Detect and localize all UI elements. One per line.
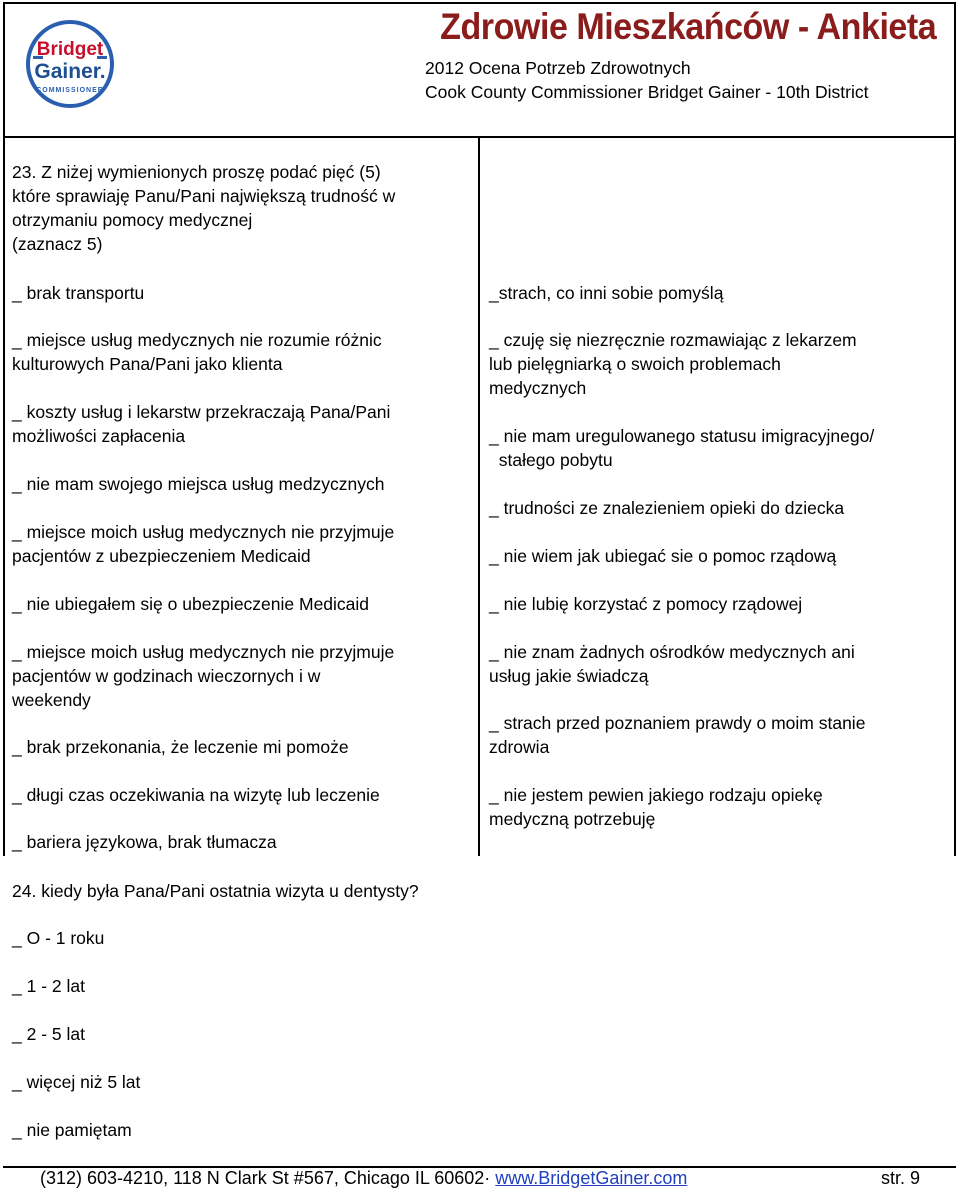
q23-option-cont: medycznych bbox=[489, 378, 587, 398]
header bbox=[3, 2, 956, 136]
q23-option[interactable]: _ nie mam swojego miejsca usług medzycznych bbox=[12, 474, 385, 494]
q23-option[interactable]: _ nie jestem pewien jakiego rodzaju opiekę bbox=[489, 785, 823, 805]
q24-option[interactable]: _ 1 - 2 lat bbox=[12, 976, 85, 996]
q23-option-cont: zdrowia bbox=[489, 737, 550, 757]
q23-option-cont: weekendy bbox=[12, 690, 91, 710]
q23-option-cont: możliwości zapłacenia bbox=[12, 426, 186, 446]
q23-option[interactable]: _ nie lubię korzystać z pomocy rządowej bbox=[489, 594, 803, 614]
q24-option[interactable]: _ O - 1 roku bbox=[12, 928, 105, 948]
q23-question-line: 23. Z niżej wymienionych proszę podać pięć (5) bbox=[12, 162, 381, 182]
q24-option[interactable]: _ więcej niż 5 lat bbox=[12, 1072, 141, 1092]
q23-option[interactable]: _ bariera językowa, brak tłumacza bbox=[12, 832, 277, 852]
q23-option[interactable]: _ trudności ze znalezieniem opieki do dziecka bbox=[489, 498, 845, 518]
header-subtitle: 2012 Ocena Potrzeb Zdrowotnych bbox=[425, 58, 691, 78]
svg-text:Gainer.: Gainer. bbox=[34, 60, 106, 83]
q23-question-line: (zaznacz 5) bbox=[12, 234, 103, 254]
q23-question-line: otrzymaniu pomocy medycznej bbox=[12, 210, 253, 230]
bridget-gainer-logo bbox=[15, 20, 125, 108]
q23-option[interactable]: _ miejsce moich usług medycznych nie przyjmuje bbox=[12, 642, 395, 662]
q23-option-cont: pacjentów w godzinach wieczornych i w bbox=[12, 666, 321, 686]
q24-option[interactable]: _ 2 - 5 lat bbox=[12, 1024, 85, 1044]
q23-option[interactable]: _ długi czas oczekiwania na wizytę lub leczenie bbox=[12, 785, 380, 805]
svg-text:Bridget: Bridget bbox=[36, 39, 104, 60]
q23-option[interactable]: _ nie ubiegałem się o ubezpieczenie Medicaid bbox=[12, 594, 370, 614]
q23-option[interactable]: _ koszty usług i lekarstw przekraczają Pana/Pani bbox=[12, 402, 391, 422]
q23-option-cont: medyczną potrzebuję bbox=[489, 809, 656, 829]
q23-option[interactable]: _ nie mam uregulowanego statusu imigracyjnego/ bbox=[489, 426, 875, 446]
q23-option[interactable]: _ nie znam żadnych ośrodków medycznych ani bbox=[489, 642, 855, 662]
q23-option[interactable]: _ miejsce moich usług medycznych nie przyjmuje bbox=[12, 522, 395, 542]
q24-option[interactable]: _ nie pamiętam bbox=[12, 1120, 132, 1140]
q23-option[interactable]: _ nie wiem jak ubiegać sie o pomoc rządową bbox=[489, 546, 837, 566]
svg-text:COMMISSIONER: COMMISSIONER bbox=[36, 87, 104, 94]
q23-option-cont: usług jakie świadczą bbox=[489, 666, 649, 686]
q24-question: 24. kiedy była Pana/Pani ostatnia wizyta u dentysty? bbox=[12, 881, 419, 901]
page-number: str. 9 bbox=[880, 1168, 920, 1188]
header-district: Cook County Commissioner Bridget Gainer - 10th District bbox=[425, 82, 869, 102]
page-title: Zdrowie Mieszkańców - Ankieta bbox=[439, 6, 936, 47]
q23-option[interactable]: _ czuję się niezręcznie rozmawiając z lekarzem bbox=[489, 330, 857, 350]
q23-question-line: które sprawiaję Panu/Pani największą trudność w bbox=[12, 186, 396, 206]
q23-option[interactable]: _ brak przekonania, że leczenie mi pomoże bbox=[12, 737, 349, 757]
q23-option[interactable]: _strach, co inni sobie pomyślą bbox=[489, 283, 724, 303]
footer-address: (312) 603-4210, 118 N Clark St #567, Chicago IL 60602· bbox=[40, 1168, 491, 1188]
q23-option[interactable]: _ strach przed poznaniem prawdy o moim stanie bbox=[489, 713, 866, 733]
q23-option-cont: lub pielęgniarką o swoich problemach bbox=[489, 354, 781, 374]
q23-option-cont: pacjentów z ubezpieczeniem Medicaid bbox=[12, 546, 311, 566]
footer-contact bbox=[40, 1168, 687, 1189]
website-link[interactable]: www.BridgetGainer.com bbox=[495, 1168, 688, 1188]
q23-option-cont: stałego pobytu bbox=[489, 450, 613, 470]
q23-option[interactable]: _ miejsce usług medycznych nie rozumie różnic bbox=[12, 330, 382, 350]
q23-option-cont: kulturowych Pana/Pani jako klienta bbox=[12, 354, 283, 374]
q23-option[interactable]: _ brak transportu bbox=[12, 283, 145, 303]
